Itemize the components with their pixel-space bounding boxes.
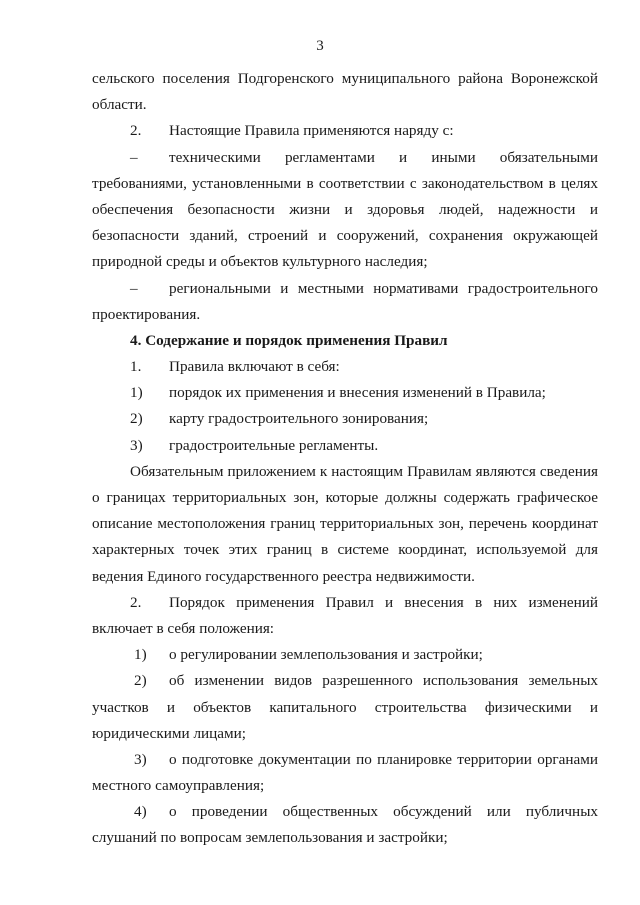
- item-text: Настоящие Правила применяются наряду с:: [169, 122, 454, 140]
- item-text: Правила включают в себя:: [169, 358, 340, 376]
- numbered-item: [92, 354, 598, 380]
- item-text: о регулировании землепользования и застройки;: [169, 646, 483, 664]
- section-heading: 4. Содержание и порядок применения Правил: [130, 331, 448, 349]
- paragraph-line: слушаний по вопросам землепользования и застройки;: [92, 829, 448, 847]
- numbered-item: [92, 590, 598, 616]
- item-text: карту градостроительного зонирования;: [169, 410, 429, 428]
- paragraph-line: безопасности зданий, строений и сооружений, сохранения окружающей: [92, 227, 598, 245]
- item-text: Порядок применения Правил и внесения в них изменений: [169, 593, 598, 611]
- list-item: [92, 668, 598, 694]
- item-number: 3): [130, 436, 143, 454]
- list-item: [92, 380, 598, 406]
- item-number: 2): [134, 672, 147, 690]
- item-text: об изменении видов разрешенного использования земельных: [169, 672, 598, 690]
- item-number: 2): [130, 410, 143, 428]
- item-number: 2.: [130, 593, 142, 611]
- numbered-item: [92, 118, 598, 144]
- item-text: региональными и местными нормативами градостроительного: [169, 279, 598, 297]
- item-number: 1): [130, 384, 143, 402]
- item-text: градостроительные регламенты.: [169, 436, 379, 454]
- list-item: [92, 642, 598, 668]
- paragraph-line: участков и объектов капитального строительства физическими и: [92, 698, 598, 716]
- item-number: 4): [134, 803, 147, 821]
- paragraph-line: местного самоуправления;: [92, 777, 265, 795]
- item-text: о подготовке документации по планировке территории органами: [169, 750, 598, 768]
- dash-item: [92, 145, 598, 171]
- paragraph-line: характерных точек этих границ в системе координат, используемой для: [92, 541, 598, 559]
- document-body: [92, 66, 598, 852]
- paragraph-line: о границах территориальных зон, которые должны содержать графическое: [92, 489, 598, 506]
- paragraph-line: ведения Единого государственного реестра недвижимости.: [92, 567, 475, 585]
- paragraph-line: области.: [92, 96, 147, 114]
- list-item: [92, 406, 598, 432]
- dash-item: [92, 276, 598, 302]
- paragraph-line: включает в себя положения:: [92, 619, 275, 637]
- paragraph-line: юридическими лицами;: [92, 724, 246, 742]
- list-item: [92, 433, 598, 459]
- item-number: 3): [134, 750, 147, 768]
- page-number: 3: [316, 38, 324, 54]
- paragraph-line: описание местоположения границ территориальных зон, перечень координат: [92, 515, 598, 533]
- paragraph-line: сельского поселения Подгоренского муниципального района Воронежской: [92, 70, 598, 87]
- item-text: порядок их применения и внесения изменений в Правила;: [169, 384, 546, 402]
- paragraph-line: требованиями, установленными в соответствии с законодательством в целях: [92, 174, 598, 192]
- item-text: техническими регламентами и иными обязательными: [169, 148, 598, 166]
- item-number: 2.: [130, 122, 142, 140]
- dash-marker: –: [130, 148, 138, 166]
- item-text: о проведении общественных обсуждений или публичных: [169, 803, 598, 821]
- item-number: 1): [134, 646, 147, 664]
- paragraph-line: природной среды и объектов культурного наследия;: [92, 253, 428, 271]
- item-number: 1.: [130, 358, 142, 376]
- list-item: [92, 747, 598, 773]
- dash-marker: –: [130, 279, 138, 297]
- list-item: [92, 799, 598, 825]
- paragraph-line: проектирования.: [92, 305, 201, 323]
- paragraph-line: обеспечения безопасности жизни и здоровья людей, надежности и: [92, 200, 598, 218]
- paragraph-line: Обязательным приложением к настоящим Правилам являются сведения: [130, 462, 598, 480]
